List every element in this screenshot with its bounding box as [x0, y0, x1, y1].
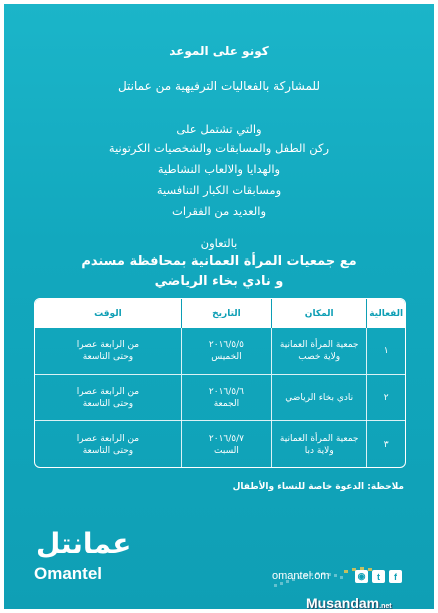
event-place	[271, 421, 366, 468]
omantel-logo-arabic: عمانتل	[36, 527, 132, 560]
omantel-logo-english: Omantel	[34, 564, 103, 583]
includes-line: والعديد من الفقرات	[172, 204, 266, 218]
event-place	[271, 328, 366, 374]
table-row	[35, 374, 405, 421]
time-line: من الرابعة عصرا	[76, 387, 140, 397]
event-number: ١	[366, 328, 405, 374]
schedule-table	[34, 298, 406, 468]
includes-line: ركن الطفل والمسابقات والشخصيات الكرتونية	[108, 141, 330, 155]
website-link[interactable]: omantel.om	[272, 570, 330, 582]
cooperation-label: بالتعاون	[200, 236, 238, 250]
header-event: الفعالية	[366, 299, 405, 328]
includes-line: والهدايا والالعاب النشاطية	[157, 162, 281, 176]
place-line: ولاية خصب	[298, 352, 341, 362]
event-time	[35, 375, 181, 421]
event-date	[181, 375, 271, 421]
place-line: ولاية دبا	[304, 445, 334, 456]
time-line: وحتى التاسعة	[82, 352, 134, 362]
place-line: جمعية المرأة العمانية	[279, 433, 359, 444]
watermark-suffix: .net	[379, 603, 392, 609]
invitation-note: ملاحظة: الدعوة خاصة للنساء والأطفال	[232, 482, 404, 492]
includes-line: ومسابقات الكبار التنافسية	[156, 183, 282, 197]
instagram-icon[interactable]: ◉	[355, 570, 368, 583]
date-value: ٢٠١٦/٥/٧	[208, 433, 244, 444]
time-line: وحتى التاسعة	[82, 399, 134, 409]
date-value: ٢٠١٦/٥/٦	[208, 387, 244, 397]
musandam-watermark	[306, 595, 392, 609]
event-date	[181, 328, 271, 374]
day-name: السبت	[214, 445, 239, 456]
header-date: التاريخ	[181, 299, 271, 328]
watermark-text: Musandam	[306, 595, 380, 609]
event-number: ٣	[366, 421, 405, 468]
time-line: وحتى التاسعة	[82, 445, 134, 456]
table-row	[35, 420, 405, 468]
partner-line: مع جمعيات المرأة العمانية بمحافظة مسندم	[81, 254, 357, 269]
poster-heading: كونو على الموعد	[169, 44, 269, 58]
table-header-row	[35, 299, 405, 328]
header-time: الوقت	[94, 308, 122, 319]
time-line: من الرابعة عصرا	[76, 433, 140, 444]
time-line: من الرابعة عصرا	[76, 340, 140, 350]
day-name: الخميس	[211, 352, 242, 362]
partner-line: و نادي بخاء الرياضي	[154, 274, 284, 289]
table-row	[35, 328, 405, 374]
event-place	[271, 375, 366, 421]
event-poster	[4, 4, 434, 609]
day-name: الجمعة	[213, 399, 240, 409]
date-value: ٢٠١٦/٥/٥	[208, 340, 244, 350]
twitter-icon[interactable]: t	[372, 570, 385, 583]
event-time	[35, 328, 181, 374]
social-icons	[355, 570, 402, 583]
place-line: نادي بخاء الرياضي	[285, 393, 354, 403]
event-number: ٢	[366, 375, 405, 421]
place-line: جمعية المرأة العمانية	[279, 340, 359, 350]
header-place: المكان	[271, 299, 366, 328]
includes-line: والتي تشتمل على	[176, 122, 262, 136]
event-time	[35, 421, 181, 468]
participation-line: للمشاركة بالفعاليات الترفيهية من عمانتل	[117, 79, 321, 93]
facebook-icon[interactable]: f	[389, 570, 402, 583]
event-date	[181, 421, 271, 468]
